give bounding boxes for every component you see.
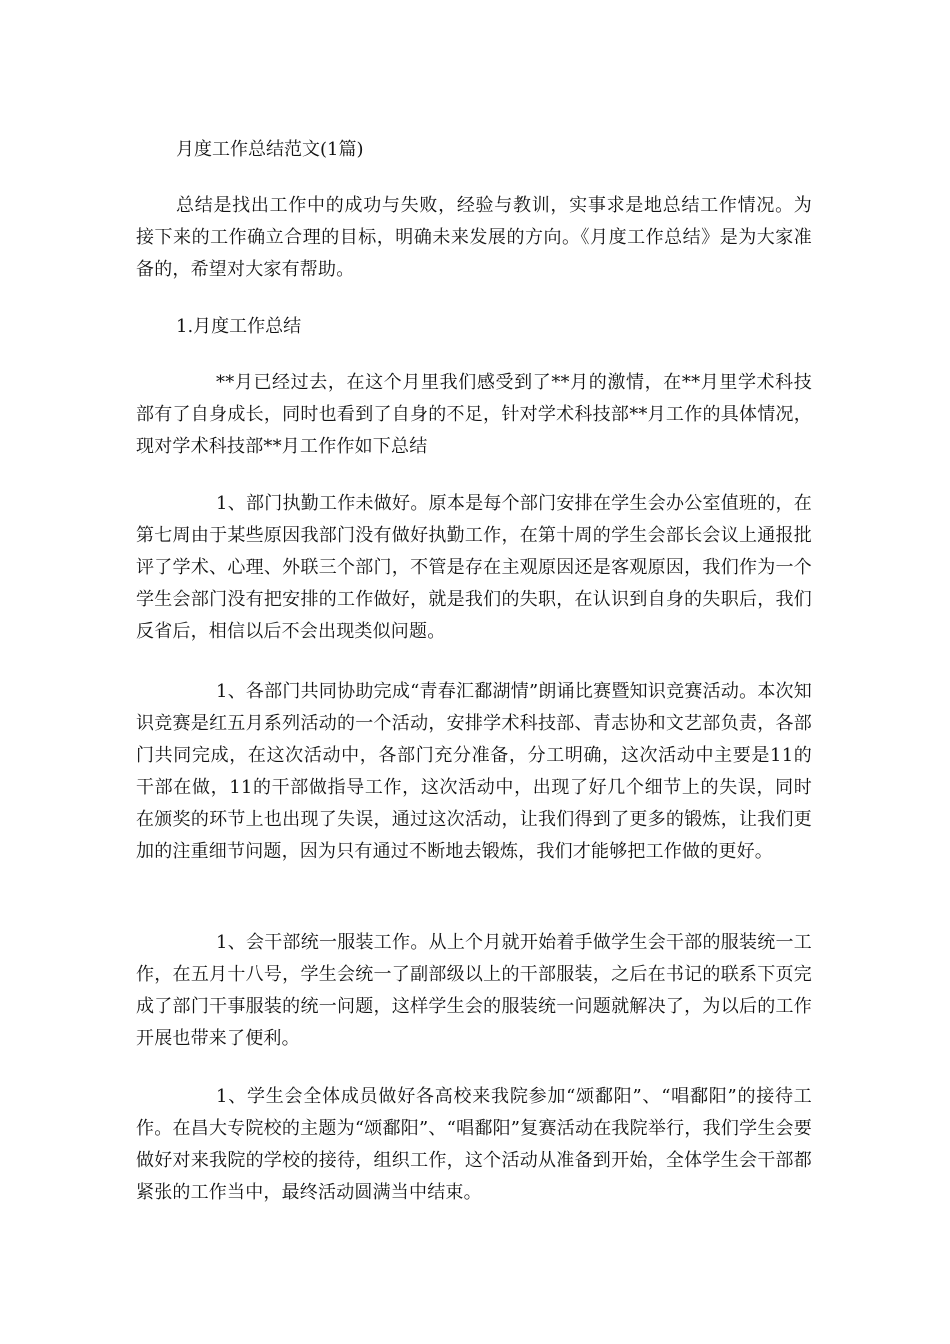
paragraph-reception: 1、学生会全体成员做好各高校来我院参加“颂鄱阳”、“唱鄱阳”的接待工作。在昌大专院校的主题为“颂鄱阳”、“唱鄱阳”复赛活动在我院举行，我们学生会要做好对来我院的学校的接待，组织工作，这个活动从准备到开始，全体学生会干部都紧张的工作当中，最终活动圆满当中结束。 — [136, 1086, 812, 1203]
paragraph-competition: 1、各部门共同协助完成“青春汇鄱湖情”朗诵比赛暨知识竞赛活动。本次知识竞赛是红五月系列活动的一个活动，安排学术科技部、青志协和文艺部负责，各部门共同完成，在这次活动中，各部门充分准备，分工明确，这次活动中主要是11的干部在做，11的干部做指导工作，这次活动中，出现了好几个细节上的失误，同时在颁奖的环节上也出现了失误，通过这次活动，让我们得到了更多的锻炼，让我们更加的注重细节问题，因为只有通过不断地去锻炼，我们才能够把工作做的更好。 — [136, 681, 812, 862]
paragraph-duty: 1、部门执勤工作未做好。原本是每个部门安排在学生会办公室值班的，在第七周由于某些原因我部门没有做好执勤工作，在第十周的学生会部长会议上通报批评了学术、心理、外联三个部门，不管是存在主观原因还是客观原因，我们作为一个学生会部门没有把安排的工作做好，就是我们的失职，在认识到自身的失职后，我们反省后，相信以后不会出现类似问题。 — [136, 493, 812, 642]
section-title: 1.月度工作总结 — [176, 316, 302, 337]
document-title: 月度工作总结范文(1篇) — [176, 139, 364, 160]
intro-paragraph: 总结是找出工作中的成功与失败，经验与教训，实事求是地总结工作情况。为接下来的工作确立合理的目标，明确未来发展的方向。《月度工作总结》是为大家准备的，希望对大家有帮助。 — [136, 195, 812, 280]
paragraph-uniform: 1、会干部统一服装工作。从上个月就开始着手做学生会干部的服装统一工作，在五月十八号，学生会统一了副部级以上的干部服装，之后在书记的联系下页完成了部门干事服装的统一问题，这样学生会的服装统一问题就解决了，为以后的工作开展也带来了便利。 — [136, 932, 812, 1049]
paragraph-overview: **月已经过去，在这个月里我们感受到了**月的激情，在**月里学术科技部有了自身成长，同时也看到了自身的不足，针对学术科技部**月工作的具体情况，现对学术科技部**月工作作如下总结 — [136, 372, 812, 457]
